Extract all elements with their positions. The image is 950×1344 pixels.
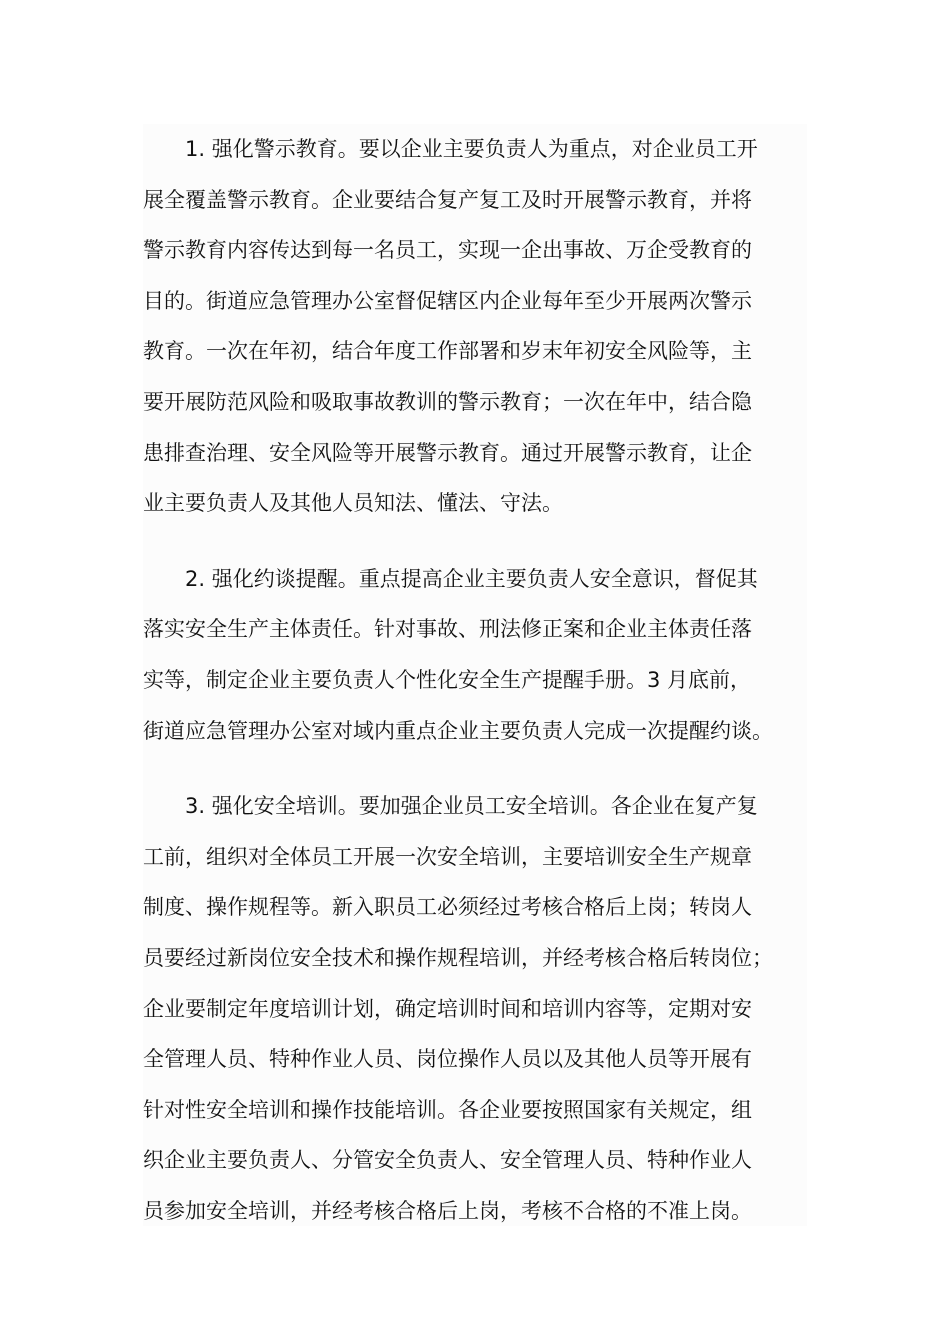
text-line: 实等，制定企业主要负责人个性化安全生产提醒手册。3 月底前， [143,667,752,692]
text-line: 员要经过新岗位安全技术和操作规程培训，并经考核合格后转岗位； [143,945,773,970]
document-body [143,124,807,1226]
text-line: 工前，组织对全体员工开展一次安全培训，主要培训安全生产规章 [143,844,752,869]
text-line: 目的。街道应急管理办公室督促辖区内企业每年至少开展两次警示 [143,288,752,313]
text-line: 警示教育内容传达到每一名员工，实现一企出事故、万企受教育的 [143,238,752,263]
paragraph-safety-training [143,781,807,1226]
text-line: 1. 强化警示教育。要以企业主要负责人为重点，对企业员工开 [185,137,758,161]
text-line: 针对性安全培训和操作技能培训。各企业要按照国家有关规定，组 [143,1097,752,1122]
text-line: 全管理人员、特种作业人员、岗位操作人员以及其他人员等开展有 [143,1047,752,1072]
text-line: 2. 强化约谈提醒。重点提高企业主要负责人安全意识，督促其 [185,566,758,591]
text-line: 街道应急管理办公室对域内重点企业主要负责人完成一次提醒约谈。 [143,718,773,743]
paragraph-spacer [143,529,807,554]
text-line: 业主要负责人及其他人员知法、懂法、守法。 [143,491,563,516]
paragraph-interview-reminder [143,554,807,756]
text-line: 3. 强化安全培训。要加强企业员工安全培训。各企业在复产复 [185,794,758,819]
text-line: 员参加安全培训，并经考核合格后上岗，考核不合格的不准上岗。 [143,1198,752,1223]
text-line: 落实安全生产主体责任。针对事故、刑法修正案和企业主体责任落 [143,617,752,642]
text-line: 企业要制定年度培训计划，确定培训时间和培训内容等，定期对安 [143,996,752,1021]
text-line: 织企业主要负责人、分管安全负责人、安全管理人员、特种作业人 [143,1148,752,1173]
text-line: 教育。一次在年初，结合年度工作部署和岁末年初安全风险等，主 [143,339,752,364]
paragraph-spacer [143,756,807,781]
text-line: 要开展防范风险和吸取事故教训的警示教育；一次在年中，结合隐 [143,389,752,414]
text-line: 制度、操作规程等。新入职员工必须经过考核合格后上岗；转岗人 [143,895,752,920]
paragraph-warning-education [143,124,807,529]
text-line: 患排查治理、安全风险等开展警示教育。通过开展警示教育，让企 [143,440,752,465]
text-line: 展全覆盖警示教育。企业要结合复产复工及时开展警示教育，并将 [143,187,752,212]
